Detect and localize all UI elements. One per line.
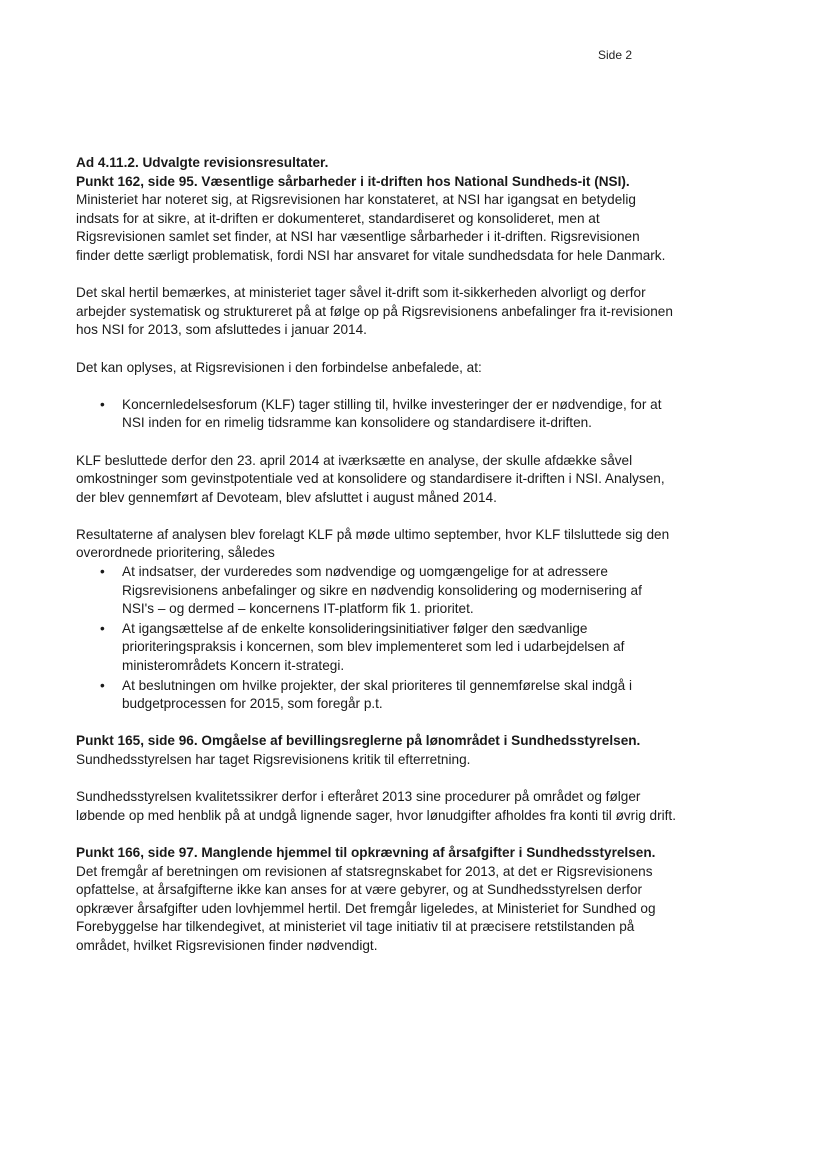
document-body: [76, 154, 676, 974]
page-number: Side 2: [598, 48, 633, 62]
list-item: • At igangsættelse af de enkelte konsolideringsinitiativer følger den sædvanlige prioriteringspraksis i koncernen, som blev implementeret som led i udarbejdelsen af ministerområdets Koncern it-strategi.: [76, 620, 676, 676]
paragraph: Ministeriet har noteret sig, at Rigsrevisionen har konstateret, at NSI har igangsat en betydelig indsats for at sikre, at it-driften er dokumenteret, standardiseret og konsolideret, men at Rigsrevisionen samlet set finder, at NSI har væsentlige sårbarheder i it-driften. Rigsrevisionen finder dette særligt problematisk, fordi NSI har ansvaret for vitale sundhedsdata for hele Danmark.: [76, 192, 666, 263]
recommendation-list: [76, 396, 676, 433]
paragraph: KLF besluttede derfor den 23. april 2014 at iværksætte en analyse, der skulle afdække såvel omkostninger som gevinstpotentiale ved at konsolidere og standardisere it-driften i NSI. Analysen, der blev gennemført af Devoteam, blev afsluttet i august måned 2014.: [76, 452, 665, 505]
section-punkt-165: [76, 732, 676, 769]
paragraph: Det fremgår af beretningen om revisionen af statsregnskabet for 2013, at det er Rigsrevisionens opfattelse, at årsafgifterne ikke kan anses for at være gebyrer, og at Sundhedsstyrelsen derfor opkræver årsafgifter uden lovhjemmel hertil. Det fremgår ligeledes, at Ministeriet for Sundhed og Forebyggelse har tilkendegivet, at ministeriet vil tage initiativ til at præcisere retstilstanden på området, hvilket Rigsrevisionen finder nødvendigt.: [76, 863, 656, 953]
list-item: • Koncernledelsesforum (KLF) tager stilling til, hvilke investeringer der er nødvendige, for at NSI inden for en rimelig tidsramme kan konsolidere og standardisere it-driften.: [76, 396, 676, 433]
section-4-11-2: [76, 154, 676, 266]
list-item: • At indsatser, der vurderedes som nødvendige og uomgængelige for at adressere Rigsrevisionens anbefalinger og sikre en nødvendig konsolidering og modernisering af NSI's – og dermed – koncernens IT-platform fik 1. prioritet.: [76, 563, 676, 619]
section-heading: Punkt 166, side 97. Manglende hjemmel til opkrævning af årsafgifter i Sundhedsstyrelsen.: [76, 844, 656, 860]
result-list: [76, 563, 676, 714]
list-item: • At beslutningen om hvilke projekter, der skal prioriteres til gennemførelse skal indgå i budgetprocessen for 2015, som foregår p.t.: [76, 677, 676, 714]
paragraph: Resultaterne af analysen blev forelagt KLF på møde ultimo september, hvor KLF tilsluttede sig den overordnede prioritering, således: [76, 526, 670, 561]
paragraph: Det kan oplyses, at Rigsrevisionen i den forbindelse anbefalede, at:: [76, 359, 482, 375]
paragraph: Det skal hertil bemærkes, at ministeriet tager såvel it-drift som it-sikkerheden alvorligt og derfor arbejder systematisk og struktureret på at følge op på Rigsrevisionens anbefalinger fra it-revisionen hos NSI for 2013, som afsluttedes i januar 2014.: [76, 285, 673, 338]
section-heading: Ad 4.11.2. Udvalgte revisionsresultater.: [76, 155, 329, 170]
section-punkt-166: [76, 844, 676, 956]
paragraph: Sundhedsstyrelsen har taget Rigsrevisionens kritik til efterretning.: [76, 752, 471, 767]
section-subheading: Punkt 162, side 95. Væsentlige sårbarheder i it-driften hos National Sundheds-it (NSI).: [76, 173, 630, 189]
paragraph: Sundhedsstyrelsen kvalitetssikrer derfor i efteråret 2013 sine procedurer på området og følger løbende op med henblik på at undgå lignende sager, hvor lønudgifter afholdes fra konti til øvrig drift.: [76, 789, 676, 823]
section-heading: Punkt 165, side 96. Omgåelse af bevillingsreglerne på lønområdet i Sundhedsstyrelsen.: [76, 733, 641, 749]
